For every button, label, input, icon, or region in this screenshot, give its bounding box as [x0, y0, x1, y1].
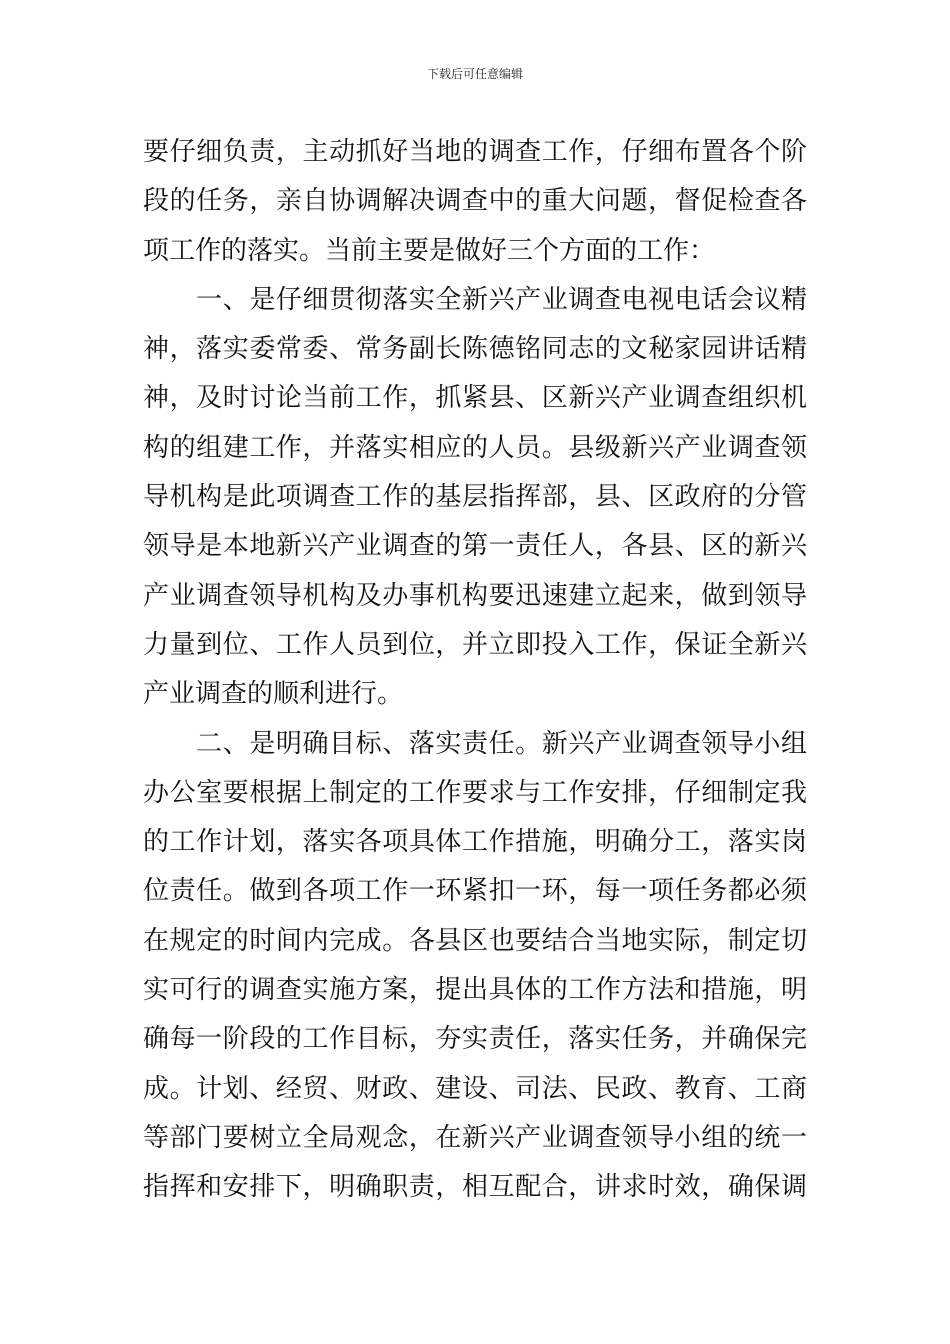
text-line: 领导是本地新兴产业调查的第一责任人，各县、区的新兴: [143, 531, 807, 562]
text-line: 的工作计划，落实各项具体工作措施，明确分工，落实岗: [143, 827, 807, 858]
text-line: 构的组建工作，并落实相应的人员。县级新兴产业调查领: [143, 432, 807, 463]
text-line: 神，及时讨论当前工作，抓紧县、区新兴产业调查组织机: [143, 383, 807, 414]
text-line: 二、是明确目标、落实责任。新兴产业调查领导小组: [143, 728, 807, 759]
text-line: 段的任务，亲自协调解决调查中的重大问题，督促检查各: [143, 186, 807, 217]
text-line: 产业调查领导机构及办事机构要迅速建立起来，做到领导: [143, 580, 807, 611]
text-line: 导机构是此项调查工作的基层指挥部，县、区政府的分管: [143, 482, 807, 513]
text-line: 等部门要树立全局观念，在新兴产业调查领导小组的统一: [143, 1122, 807, 1153]
text-line: 实可行的调查实施方案，提出具体的工作方法和措施，明: [143, 975, 807, 1006]
text-line: 确每一阶段的工作目标，夯实责任，落实任务，并确保完: [143, 1024, 807, 1055]
text-line: 神，落实委常委、常务副长陈德铭同志的文秘家园讲话精: [143, 334, 807, 365]
text-line: 项工作的落实。当前主要是做好三个方面的工作：: [143, 235, 716, 266]
text-line: 力量到位、工作人员到位，并立即投入工作，保证全新兴: [143, 629, 807, 660]
text-line: 成。计划、经贸、财政、建设、司法、民政、教育、工商: [143, 1073, 807, 1104]
text-line: 位责任。做到各项工作一环紧扣一环，每一项任务都必须: [143, 876, 807, 907]
text-line: 指挥和安排下，明确职责，相互配合，讲求时效，确保调: [143, 1172, 807, 1203]
text-line: 一、是仔细贯彻落实全新兴产业调查电视电话会议精: [143, 284, 807, 315]
document-body: [143, 128, 807, 1213]
text-line: 要仔细负责，主动抓好当地的调查工作，仔细布置各个阶: [143, 137, 807, 167]
text-line: 产业调查的顺利进行。: [143, 679, 404, 710]
text-line: 在规定的时间内完成。各县区也要结合当地实际，制定切: [143, 925, 807, 956]
page-header: 下载后可任意编辑: [426, 67, 523, 81]
text-line: 办公室要根据上制定的工作要求与工作安排，仔细制定我: [143, 777, 807, 808]
